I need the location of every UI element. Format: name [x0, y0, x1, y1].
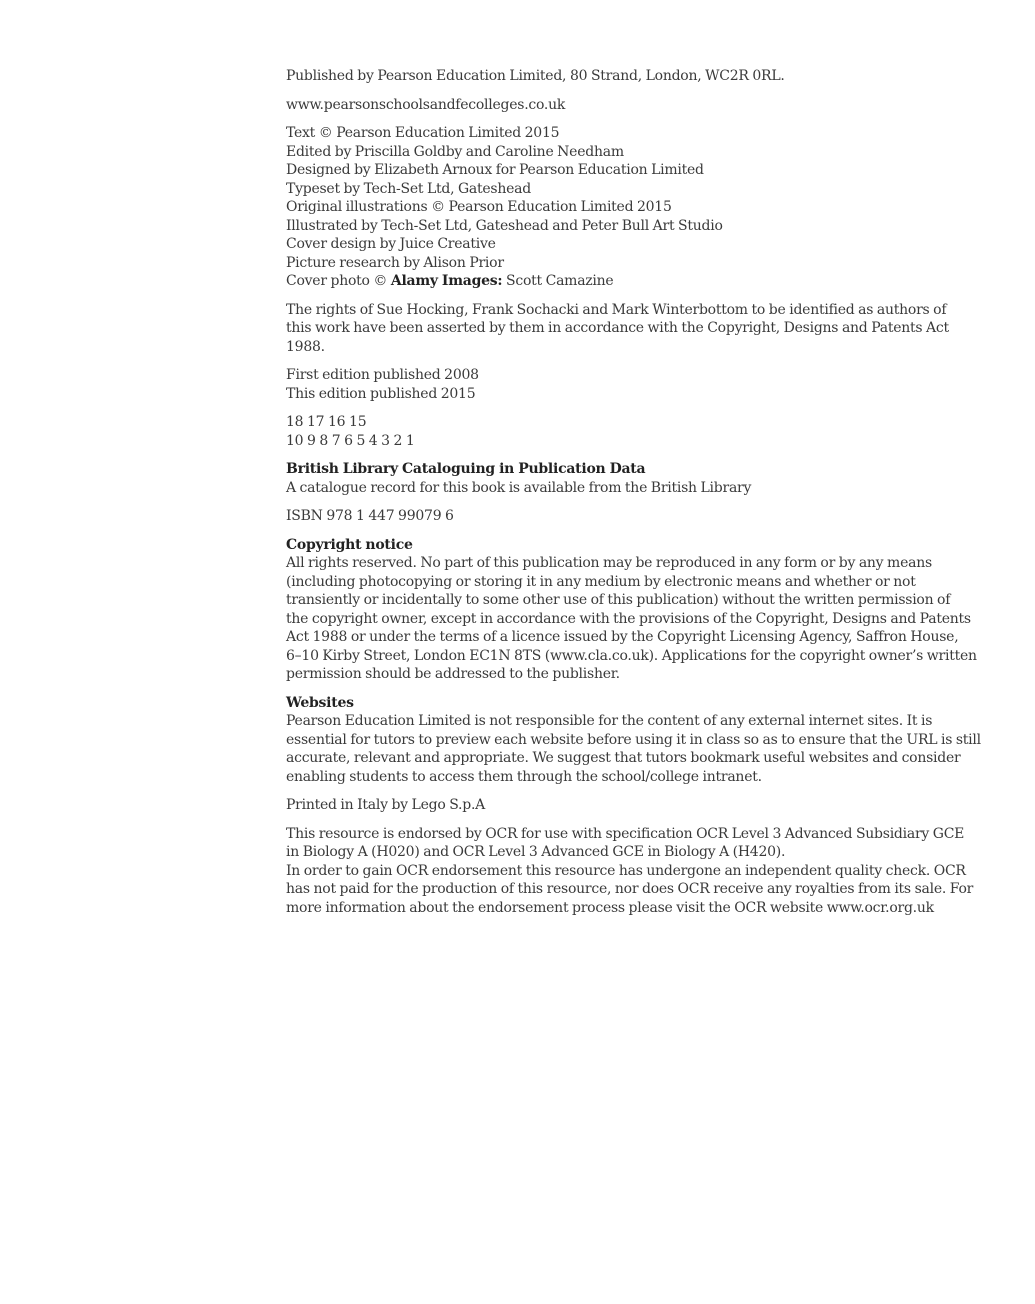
edition-line: First edition published 2008: [286, 367, 479, 383]
isbn-block: [286, 507, 946, 526]
websites-line: Pearson Education Limited is not responsible for the content of any external internet sites. It is: [286, 713, 933, 729]
cataloguing-text: A catalogue record for this book is available from the British Library: [286, 479, 752, 496]
copyright-line: transiently or incidentally to some other use of this publication) without the written permission of: [286, 592, 951, 608]
websites-line: enabling students to access them through the school/college intranet.: [286, 768, 762, 785]
credit-line: Typeset by Tech-Set Ltd, Gateshead: [286, 180, 531, 197]
copyright-line: All rights reserved. No part of this publication may be reproduced in any form or by any means: [286, 555, 932, 571]
rights-block: [286, 301, 949, 357]
cover-photo-credit: [286, 272, 946, 291]
credit-line: Edited by Priscilla Goldby and Caroline Needham: [286, 143, 624, 160]
cover-photo-prefix: Cover photo ©: [286, 273, 391, 289]
printed-block: [286, 796, 946, 815]
credit-line: Cover design by Juice Creative: [286, 236, 496, 252]
copyright-notice-block: [286, 536, 977, 684]
websites-heading: Websites: [286, 694, 354, 711]
publisher-address: Published by Pearson Education Limited, 80 Strand, London, WC2R 0RL.: [286, 68, 785, 84]
credits-block: [286, 124, 946, 291]
editions-block: [286, 366, 946, 403]
credit-line: Original illustrations © Pearson Education Limited 2015: [286, 199, 672, 215]
endorsement-block: [286, 825, 974, 918]
endorsement-line: This resource is endorsed by OCR for use with specification OCR Level 3 Advanced Subsidiary GCE: [286, 825, 965, 842]
endorsement-line: in Biology A (H020) and OCR Level 3 Advanced GCE in Biology A (H420).: [286, 844, 786, 860]
endorsement-line: In order to gain OCR endorsement this resource has undergone an independent quality check. OCR: [286, 862, 966, 879]
cataloguing-heading: British Library Cataloguing in Publication Data: [286, 461, 646, 477]
copyright-line: the copyright owner, except in accordance with the provisions of the Copyright, Designs and Patents: [286, 610, 971, 627]
copyright-line: permission should be addressed to the publisher.: [286, 666, 620, 682]
cover-photo-name: Scott Camazine: [502, 273, 614, 289]
printed-by: Printed in Italy by Lego S.p.A: [286, 797, 486, 813]
rights-line: this work have been asserted by them in accordance with the Copyright, Designs and Patents Act: [286, 320, 949, 336]
publisher-block: [286, 67, 946, 86]
print-run-line: 10 9 8 7 6 5 4 3 2 1: [286, 432, 415, 449]
credit-line: Text © Pearson Education Limited 2015: [286, 125, 560, 141]
cataloguing-block: [286, 460, 946, 497]
credit-line: Illustrated by Tech-Set Ltd, Gateshead and Peter Bull Art Studio: [286, 217, 723, 234]
copyright-heading: Copyright notice: [286, 536, 413, 553]
publisher-website: www.pearsonschoolsandfecolleges.co.uk: [286, 96, 566, 113]
credit-line: Designed by Elizabeth Arnoux for Pearson Education Limited: [286, 162, 704, 178]
cover-photo-source: Alamy Images:: [390, 273, 503, 289]
isbn: ISBN 978 1 447 99079 6: [286, 508, 454, 524]
copyright-line: (including photocopying or storing it in any medium by electronic means and whether or not: [286, 573, 916, 590]
edition-line: This edition published 2015: [286, 385, 476, 402]
copyright-line: Act 1988 or under the terms of a licence issued by the Copyright Licensing Agency, Saffron House,: [286, 629, 959, 645]
rights-line: 1988.: [286, 338, 325, 355]
endorsement-line: more information about the endorsement process please visit the OCR website www.ocr.org.uk: [286, 899, 934, 916]
website-block: [286, 96, 946, 115]
print-numbers-block: [286, 413, 946, 450]
rights-line: The rights of Sue Hocking, Frank Sochacki and Mark Winterbottom to be identified as authors of: [286, 301, 947, 318]
print-year-line: 18 17 16 15: [286, 414, 367, 430]
endorsement-line: has not paid for the production of this resource, nor does OCR receive any royalties from its sale. For: [286, 881, 974, 897]
credit-line: Picture research by Alison Prior: [286, 254, 504, 271]
websites-block: [286, 694, 981, 787]
websites-line: accurate, relevant and appropriate. We suggest that tutors bookmark useful websites and consider: [286, 750, 961, 766]
imprint-content: [286, 67, 981, 927]
copyright-line: 6–10 Kirby Street, London EC1N 8TS (www.cla.co.uk). Applications for the copyright owner’s written: [286, 647, 977, 664]
websites-line: essential for tutors to preview each website before using it in class so as to ensure that the URL is still: [286, 731, 981, 748]
